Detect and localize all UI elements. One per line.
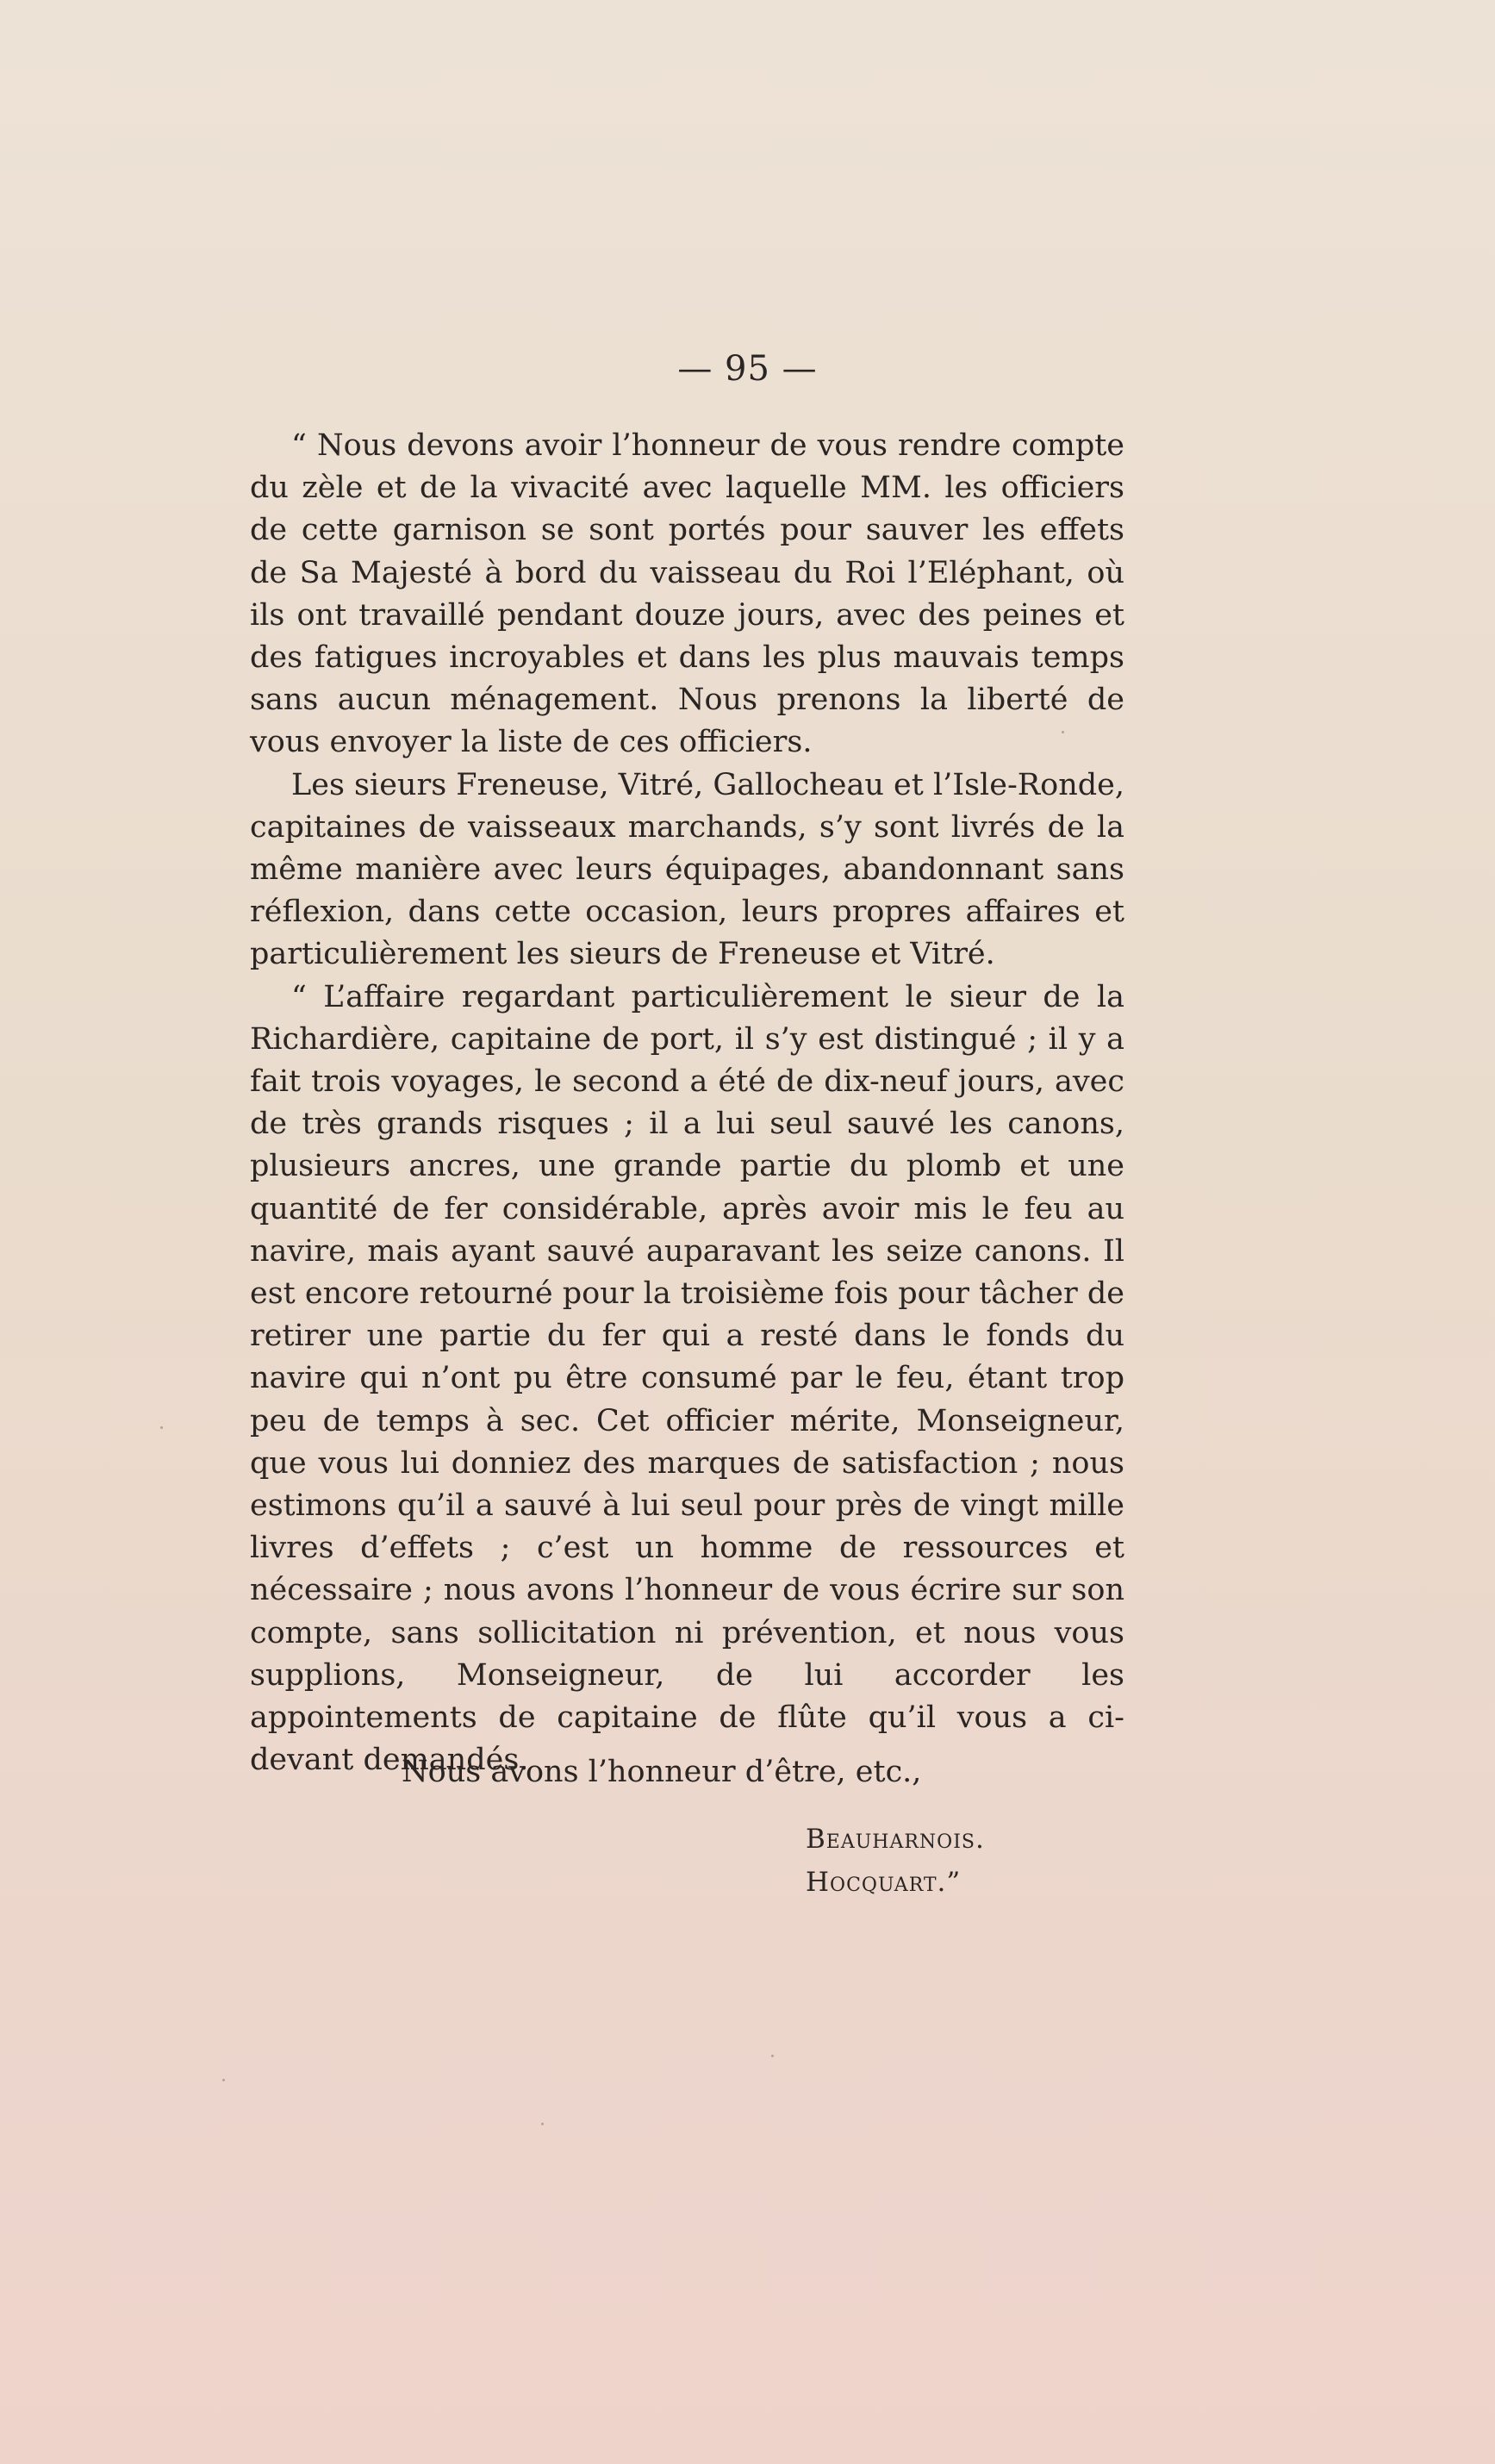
page-number: — 95 — bbox=[677, 349, 818, 389]
signature-beauharnois: Beauharnois. bbox=[806, 1824, 985, 1855]
signature-block bbox=[806, 1818, 985, 1904]
signature-hocquart: Hocquart.” bbox=[806, 1867, 962, 1898]
closing-line: Nous avons l’honneur d’être, etc., bbox=[402, 1755, 922, 1789]
print-speck bbox=[160, 1426, 163, 1429]
paragraph-2: Les sieurs Freneuse, Vitré, Gallocheau et l’Isle-Ronde, capitaines de vaisseaux marchands, s’y sont livrés de la même manière avec leurs équipages, abandonnant sans réflexion, dans cette occasion, leurs propres affaires et particulièrement les sieurs de Freneuse et Vitré. bbox=[250, 767, 1124, 972]
print-speck bbox=[541, 2123, 544, 2125]
letter-body bbox=[250, 425, 1124, 1782]
print-speck bbox=[1062, 731, 1064, 733]
paragraph-3: “ L’affaire regardant particulièrement le sieur de la Richardière, capitaine de port, il s’y est distingué ; il y a fait trois voyages, le second a été de dix-neuf jours, avec de très grands risques ; il a lui seul sauvé les canons, plusieurs ancres, une grande partie du plomb et une quantité de fer considérable, après avoir mis le feu au navire, mais ayant sauvé auparavant les seize canons. Il est encore retourné pour la troisième fois pour tâcher de retirer une partie du fer qui a resté dans le fonds du navire qui n’ont pu être consumé par le feu, étant trop peu de temps à sec. Cet officier mérite, Monseigneur, que vous lui donniez des marques de satisfaction ; nous estimons qu’il a sauvé à lui seul pour près de vingt mille livres d’effets ; c’est un homme de ressources et nécessaire ; nous avons l’honneur de vous écrire sur son compte, sans sollicitation ni prévention, et nous vous supplions, Monseigneur, de lui accorder les appointements de capitaine de flûte qu’il vous a ci-devant demandés. bbox=[250, 979, 1124, 1778]
print-speck bbox=[771, 2055, 774, 2057]
print-speck bbox=[222, 2079, 225, 2081]
paragraph-1: “ Nous devons avoir l’honneur de vous rendre compte du zèle et de la vivacité avec laquelle MM. les officiers de cette garnison se sont portés pour sauver les effets de Sa Majesté à bord du vaisseau du Roi l’Eléphant, où ils ont travaillé pendant douze jours, avec des peines et des fatigues incroyables et dans les plus mauvais temps sans aucun ménagement. Nous prenons la liberté de vous envoyer la liste de ces officiers. bbox=[250, 428, 1124, 760]
